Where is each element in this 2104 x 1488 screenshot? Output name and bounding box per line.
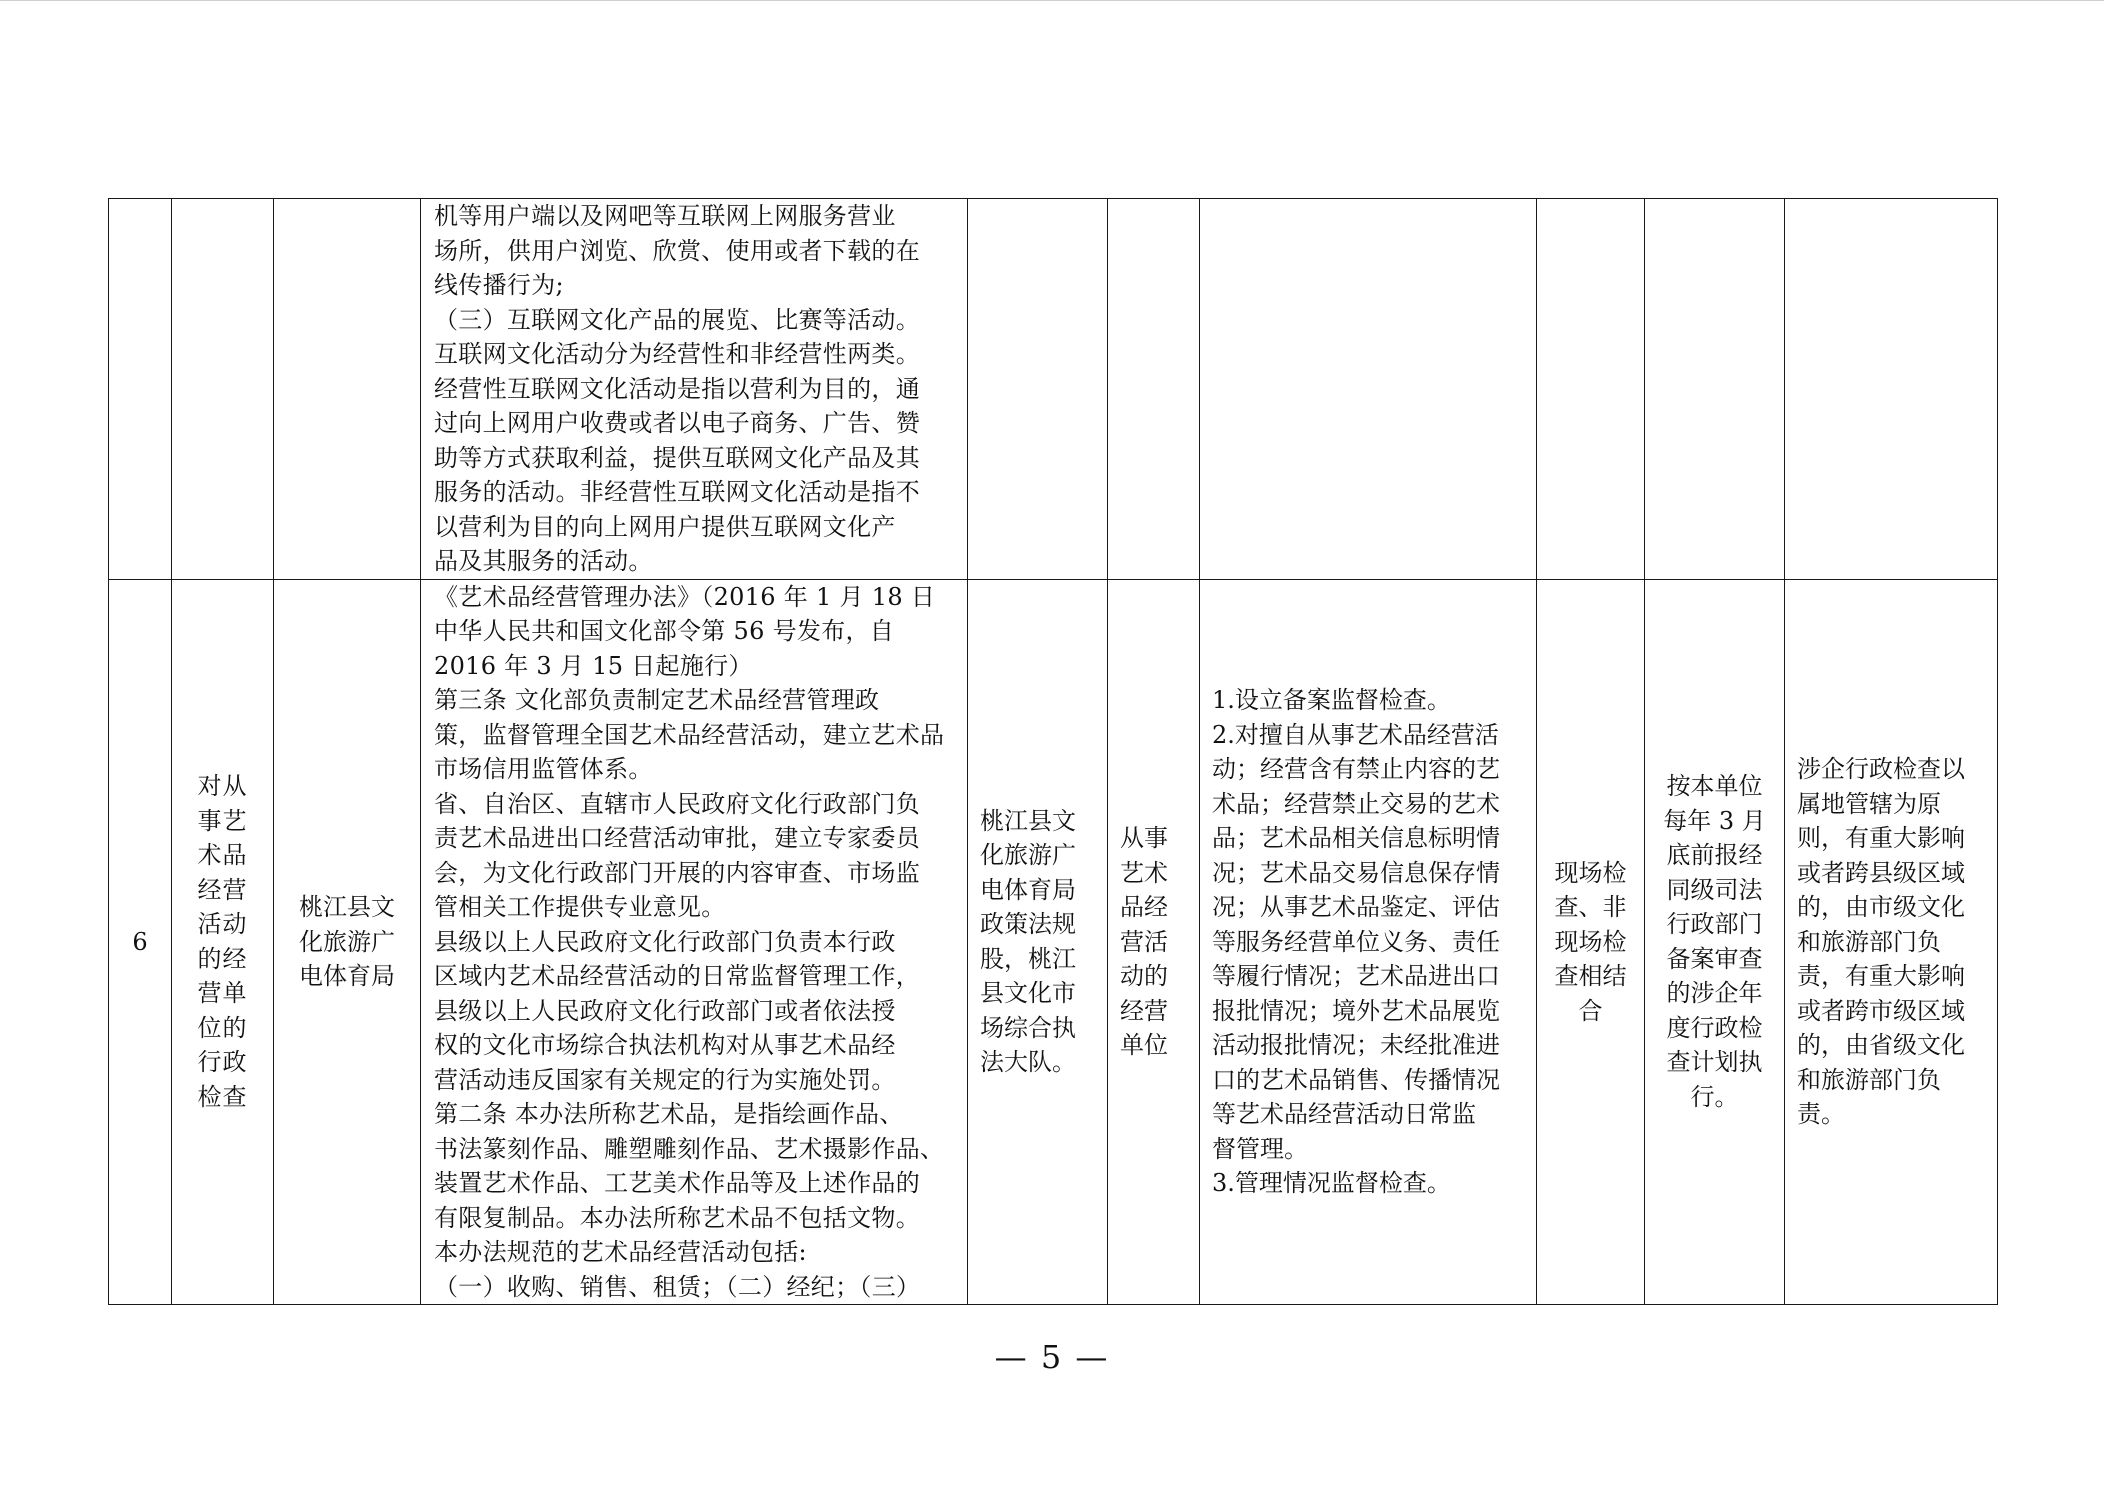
subject-cell (274, 579, 421, 1305)
inspection-method: 现场检 查、非 现场检 查相结 合 (1554, 858, 1627, 1025)
item-cell (172, 579, 274, 1305)
content-cell (1200, 579, 1537, 1305)
remark-cell (1785, 579, 1998, 1305)
inspection-frequency: 按本单位 每年 3 月 底前报经 同级司法 行政部门 备案审查 的涉企年 度行政检 查计划执 行。 (1663, 772, 1766, 1111)
page-number: — 5 — (994, 1338, 1110, 1376)
remark-cell (1785, 199, 1998, 580)
method-cell (1537, 579, 1645, 1305)
number-cell (109, 579, 172, 1305)
inspection-object: 从事 艺术 品经 营活 动的 经营 单位 (1120, 824, 1168, 1059)
implementer-cell (968, 579, 1108, 1305)
top-divider (0, 0, 2104, 1)
frequency-cell (1645, 199, 1785, 580)
remark-text: 涉企行政检查以 属地管辖为原 则，有重大影响 或者跨县级区域 的，由市级文化 和旅游部门负 责，有重大影响 或者跨市级区域 的，由省级文化 和旅游部门负 责。 (1797, 755, 1965, 1128)
legal-basis-text: 机等用户端以及网吧等互联网上网服务营业 场所，供用户浏览、欣赏、使用或者下载的在 线传播行为; （三）互联网文化产品的展览、比赛等活动。 互联网文化活动分为经营性和非经营性两类。 经营性互联网文化活动是指以营利为目的，通 过向上网用户收费或者以电子商务、广告、赞 助等方式获取利益，提供互联网文化产品及其 服务的活动。非经营性互联网文化活动是指不 以营利为目的向上网用户提供互联网文化产 品及其服务的活动。 (434, 202, 920, 575)
basis-cell (421, 199, 968, 580)
object-cell (1108, 579, 1200, 1305)
inspection-subject: 桃江县文 化旅游广 电体育局 (299, 893, 395, 990)
table-row-6 (109, 579, 1998, 1305)
number-cell (109, 199, 172, 580)
implementer-cell (968, 199, 1108, 580)
legal-basis-text: 《艺术品经营管理办法》（2016 年 1 月 18 日 中华人民共和国文化部令第 56 号发布，自 2016 年 3 月 15 日起施行） 第三条 文化部负责制定艺术品经营管理政 策，监督管理全国艺术品经营活动，建立艺术品 市场信用监管体系。 省、自治区、直辖市人民政府文化行政部门负 责艺术品进出口经营活动审批，建立专家委员 会，为文化行政部门开展的内容审查、市场监 管相关工作提供专业意见。 县级以上人民政府文化行政部门负责本行政 区域内艺术品经营活动的日常监督管理工作， 县级以上人民政府文化行政部门或者依法授 权的文化市场综合执法机构对从事艺术品经 营活动违反国家有关规定的行为实施处罚。 第二条 本办法所称艺术品，是指绘画作品、 书法篆刻作品、雕塑雕刻作品、艺术摄影作品、 装置艺术作品、工艺美术作品等及上述作品的 有限复制品。本办法所称艺术品不包括文物。 本办法规范的艺术品经营活动包括: （一）收购、销售、租赁；（二）经纪；（三） (434, 582, 945, 1301)
frequency-cell (1645, 579, 1785, 1305)
inspection-content: 1.设立备案监督检查。 2.对擅自从事艺术品经营活 动；经营含有禁止内容的艺 术品；经营禁止交易的艺术 品；艺术品相关信息标明情 况；艺术品交易信息保存情 况；从事艺术品鉴定、评估 等服务经营单位义务、责任 等履行情况；艺术品进出口 报批情况；境外艺术品展览 活动报批情况；未经批准进 口的艺术品销售、传播情况 等艺术品经营活动日常监 督管理。 3.管理情况监督检查。 (1212, 686, 1500, 1197)
inspection-item: 对从 事艺 术品 经营 活动 的经 营单 位的 行政 检查 (197, 772, 248, 1111)
object-cell (1108, 199, 1200, 580)
row-number: 6 (132, 927, 148, 956)
basis-cell (421, 579, 968, 1305)
table-row-continued (109, 199, 1998, 580)
implementing-body: 桃江县文 化旅游广 电体育局 政策法规 股，桃江 县文化市 场综合执 法大队。 (980, 806, 1076, 1077)
content-cell (1200, 199, 1537, 580)
inspection-table (108, 198, 1998, 1305)
subject-cell (274, 199, 421, 580)
item-cell (172, 199, 274, 580)
method-cell (1537, 199, 1645, 580)
